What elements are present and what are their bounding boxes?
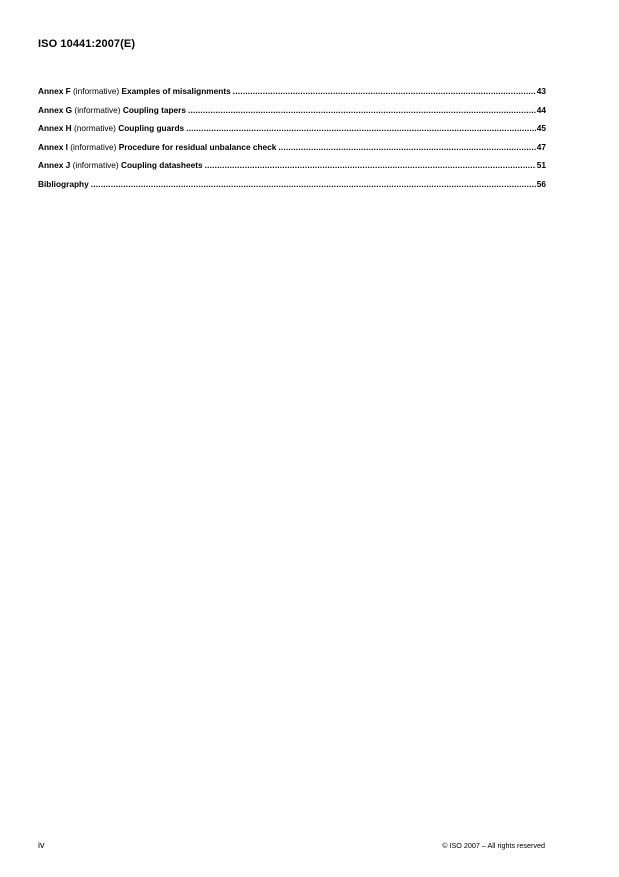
toc-entry-qualifier: (normative) bbox=[71, 123, 119, 134]
toc-entry-page: 56 bbox=[536, 178, 546, 189]
toc-entry-prefix: Annex F bbox=[38, 86, 71, 96]
toc-entry-prefix: Annex J bbox=[38, 160, 71, 171]
copyright-notice: © ISO 2007 – All rights reserved bbox=[442, 841, 545, 850]
toc-leader-dots bbox=[91, 179, 536, 189]
toc-entry-label bbox=[38, 105, 186, 115]
toc-entry-page: 45 bbox=[536, 123, 546, 134]
toc-entry-title: Examples of misalignments bbox=[121, 86, 231, 96]
toc-entry-page: 51 bbox=[536, 160, 546, 171]
toc-entry-annex-h[interactable] bbox=[38, 123, 546, 142]
toc-entry-title: Coupling tapers bbox=[122, 104, 186, 115]
table-of-contents bbox=[38, 86, 546, 198]
toc-entry-annex-i[interactable] bbox=[38, 142, 546, 161]
toc-entry-page: 44 bbox=[536, 104, 546, 115]
toc-entry-qualifier: (informative) bbox=[67, 141, 119, 152]
toc-entry-label bbox=[38, 86, 231, 96]
page-number: iv bbox=[38, 840, 45, 850]
toc-entry-title: Coupling datasheets bbox=[121, 160, 203, 171]
toc-entry-qualifier: (informative) bbox=[70, 160, 121, 171]
toc-entry-annex-f[interactable] bbox=[38, 86, 546, 105]
toc-entry-label bbox=[38, 142, 276, 152]
toc-entry-qualifier: (informative) bbox=[72, 104, 123, 115]
toc-entry-annex-j[interactable] bbox=[38, 160, 546, 179]
toc-entry-bibliography[interactable] bbox=[38, 179, 546, 198]
document-header: ISO 10441:2007(E) bbox=[38, 38, 136, 50]
toc-entry-page: 43 bbox=[536, 86, 546, 96]
toc-entry-prefix: Bibliography bbox=[38, 178, 89, 189]
toc-entry-page: 47 bbox=[536, 141, 546, 152]
toc-entry-title: Coupling guards bbox=[118, 123, 185, 134]
toc-entry-qualifier: (informative) bbox=[70, 86, 122, 96]
toc-leader-dots bbox=[186, 123, 536, 133]
toc-entry-prefix: Annex G bbox=[38, 104, 73, 115]
toc-leader-dots bbox=[205, 160, 536, 170]
toc-entry-prefix: Annex I bbox=[38, 141, 68, 152]
toc-leader-dots bbox=[278, 142, 535, 152]
toc-entry-prefix: Annex H bbox=[38, 123, 72, 134]
toc-entry-label bbox=[38, 160, 203, 170]
toc-leader-dots bbox=[233, 86, 536, 96]
toc-entry-title: Procedure for residual unbalance check bbox=[118, 141, 277, 152]
toc-entry-label bbox=[38, 123, 184, 133]
toc-entry-annex-g[interactable] bbox=[38, 105, 546, 124]
toc-leader-dots bbox=[188, 105, 536, 115]
toc-entry-label bbox=[38, 179, 89, 189]
